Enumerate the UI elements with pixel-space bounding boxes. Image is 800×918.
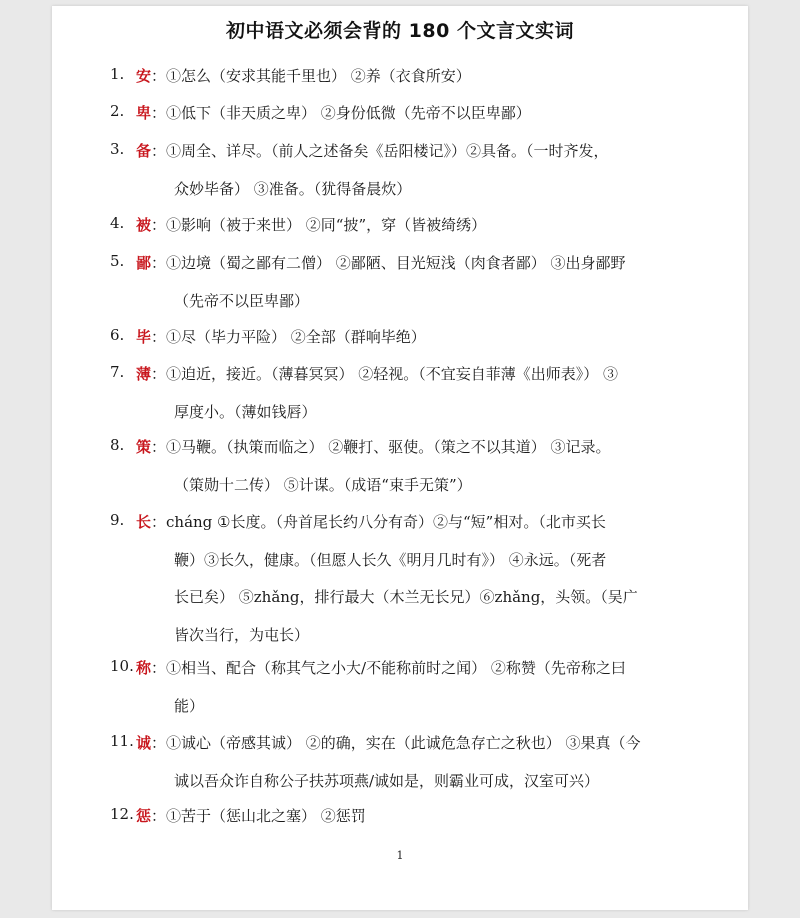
vocab-entry (110, 252, 730, 327)
entry-number: 7. (110, 363, 125, 381)
entry-line (174, 770, 599, 791)
entry-headword: 薄 (136, 365, 152, 383)
entry-definition: ：①影响（被于来世） ②同“披”，穿（皆被绮绣） (151, 216, 487, 234)
entry-definition: （策勋十二传） ⑤计谋。（成语“束手无策”） (174, 475, 472, 494)
page-number: 1 (396, 849, 404, 862)
entry-line (136, 102, 531, 123)
entry-definition: ：①诚心（帝感其诚） ②的确，实在（此诚危急存亡之秋也） ③果真（今 (151, 734, 641, 752)
entry-number: 9. (110, 511, 125, 529)
entry-line (174, 586, 638, 607)
document-page (52, 6, 748, 910)
entry-definition: 诚以吾众诈自称公子扶苏项燕/诚如是，则霸业可成，汉室可兴） (174, 771, 600, 790)
entry-line (136, 363, 618, 384)
entry-definition: ：①马鞭。（执策而临之） ②鞭打、驱使。（策之不以其道） ③记录。 (151, 438, 611, 456)
entry-number: 3. (110, 140, 125, 158)
entry-definition: 长已矣） ⑤zhǎng，排行最大（木兰无长兄）⑥zhǎng，头领。（吴广 (174, 588, 638, 606)
vocab-entry (110, 140, 730, 215)
entry-line (174, 624, 309, 645)
entry-number: 4. (110, 214, 125, 232)
entry-number: 6. (110, 326, 125, 344)
entry-line (136, 140, 609, 161)
entry-line (174, 178, 411, 199)
entry-line (136, 657, 626, 678)
entry-line (136, 732, 641, 753)
entry-headword: 安 (136, 67, 152, 85)
entry-number: 12. (110, 805, 134, 823)
vocab-entry (110, 326, 730, 364)
entry-line (136, 436, 611, 457)
entry-headword: 长 (136, 513, 152, 531)
vocab-entry (110, 102, 730, 140)
entry-definition: ：①周全、详尽。（前人之述备矣《岳阳楼记》）②具备。（一时齐发， (151, 142, 609, 160)
entry-number: 1. (110, 65, 125, 83)
entry-number: 5. (110, 252, 125, 270)
entry-line (136, 511, 606, 532)
entry-definition: ：①边境（蜀之鄙有二僧） ②鄙陋、目光短浅（肉食者鄙） ③出身鄙野 (151, 254, 626, 272)
entry-definition: 能） (174, 696, 205, 715)
entry-definition: ：①苦于（惩山北之塞） ②惩罚 (151, 807, 366, 825)
vocab-entry (110, 732, 730, 807)
entry-line (136, 214, 486, 235)
vocab-entry (110, 436, 730, 511)
entry-definition: ：①相当、配合（称其气之小大/不能称前时之闻） ②称赞（先帝称之曰 (151, 659, 626, 677)
entry-number: 10. (110, 657, 134, 675)
entry-headword: 惩 (136, 807, 152, 825)
entry-line (174, 549, 606, 570)
entry-headword: 备 (136, 142, 152, 160)
vocab-entry (110, 805, 730, 843)
vocab-entry (110, 65, 730, 103)
entry-definition: ：①尽（毕力平险） ②全部（群响毕绝） (151, 328, 426, 346)
entry-line (174, 290, 309, 311)
entry-line (174, 401, 317, 422)
entry-line (136, 65, 471, 86)
entry-headword: 诚 (136, 734, 152, 752)
entry-number: 2. (110, 102, 125, 120)
entry-number: 11. (110, 732, 134, 750)
entry-definition: 众妙毕备） ③准备。（犹得备晨炊） (174, 179, 412, 198)
vocab-entry (110, 363, 730, 438)
entry-number: 8. (110, 436, 125, 454)
entry-line (136, 252, 626, 273)
entry-headword: 称 (136, 659, 152, 677)
vocab-entry (110, 511, 730, 661)
page-title: 初中语文必须会背的 180 个文言文实词 (226, 20, 574, 42)
entry-definition: 鞭）③长久，健康。（但愿人长久《明月几时有》） ④永远。（死者 (174, 550, 607, 569)
entry-line (136, 805, 366, 826)
entry-definition: 厚度小。（薄如钱唇） (174, 402, 317, 421)
entry-headword: 被 (136, 216, 152, 234)
vocab-entry (110, 214, 730, 252)
vocab-entry (110, 657, 730, 732)
entry-definition: 皆次当行，为屯长） (174, 625, 310, 644)
entry-line (174, 695, 204, 716)
entry-headword: 鄙 (136, 254, 152, 272)
entry-headword: 卑 (136, 104, 152, 122)
entry-line (136, 326, 426, 347)
entry-definition: ：①低下（非天质之卑） ②身份低微（先帝不以臣卑鄙） (151, 104, 531, 122)
entry-definition: ：cháng ①长度。（舟首尾长约八分有奇）②与“短”相对。（北市买长 (151, 513, 606, 531)
entry-definition: ：①怎么（安求其能千里也） ②养（衣食所安） (151, 67, 471, 85)
entry-definition: ：①迫近，接近。（薄暮冥冥） ②轻视。（不宜妄自菲薄《出师表》） ③ (151, 365, 619, 383)
entry-line (174, 474, 472, 495)
entry-headword: 策 (136, 438, 152, 456)
entry-headword: 毕 (136, 328, 152, 346)
entry-definition: （先帝不以臣卑鄙） (174, 291, 310, 310)
